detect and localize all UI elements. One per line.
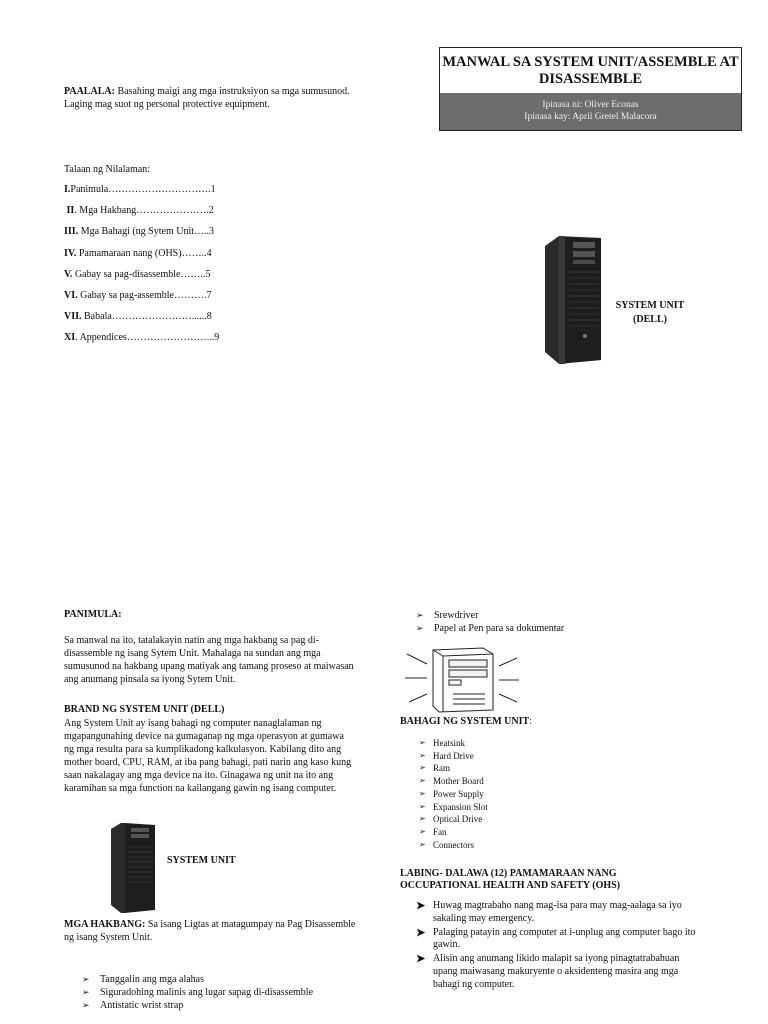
panimula-body: Sa manwal na ito, tatalakayin natin ang mga hakbang sa pag di-disassemble ng isang Sytem Unit. Mahalaga na sundan ang mga sumusunod na hakbang upang matiyak ang tamang proseso at maiwasan ang anumang pinsala sa iyong Sytem Unit. [64, 635, 354, 685]
list-item-text: Expansion Slot [433, 801, 488, 812]
list-item-text: Papel at Pen para sa dokumentar [434, 623, 565, 634]
toc-item [64, 248, 212, 260]
dell-tower-image [545, 236, 605, 364]
list-item [82, 973, 372, 986]
hakbang-text: Sa isang Ligtas at matagumpay na Pag Disassemble ng isang System Unit. [64, 919, 356, 943]
cover-figure-caption [600, 299, 700, 327]
toc-item-text: Babala……………………......8 [81, 311, 212, 323]
ohs-heading-line1: LABING- DALAWA (12) PAMAMARAAN NANG [400, 868, 617, 879]
bullet-arrow-icon: ➢ [416, 610, 424, 620]
toc-item-number: I. [64, 184, 71, 195]
list-item [419, 775, 619, 788]
list-item-text: Mother Board [433, 776, 484, 787]
toc-item-text: Mga Bahagi (ng Sytem Unit…..3 [78, 226, 215, 238]
list-item [419, 737, 619, 750]
cover-caption-line2: (DELL) [633, 314, 667, 325]
notice-label: PAALALA: [64, 86, 115, 97]
list-item [416, 622, 716, 635]
toc-item-text: Panimula………………………….1 [70, 184, 216, 195]
list-item-text: Tanggalin ang mga alahas [100, 974, 204, 985]
toc-item [64, 290, 211, 302]
ohs-heading-line2: OCCUPATIONAL HEALTH AND SAFETY (OHS) [400, 880, 621, 891]
brand-body: Ang System Unit ay isang bahagi ng computer nanaglalaman ng mgapangunahing device na gumaganap ng mga operasyon at gumawa ng mga resulta para sa kumplikadong kalkulasyon. Kabilang dito ang mother board, CPU, RAM, at iba pang bahagi, pati narin ang kaso kung saan nakalagay ang mga device na ito. Ginagawa ng unit na ito ang karamihan sa mga function na kailangang gawin ng isang computer. [64, 718, 352, 794]
list-item-text: Siguradohing malinis ang lugar sapag di-disassemble [100, 987, 314, 998]
bullet-arrow-icon: ➢ [419, 776, 426, 786]
bullet-arrow-icon: ➢ [82, 974, 90, 984]
hakbang-label: MGA HAKBANG: [64, 919, 146, 930]
toc-item [64, 184, 216, 196]
title-box [439, 47, 742, 131]
toc-item-number: VII. [64, 311, 82, 323]
toc-item-number: V. [64, 268, 73, 280]
panimula-heading: PANIMULA: [64, 609, 122, 620]
list-item [419, 826, 619, 839]
bullet-arrow-icon: ➢ [416, 623, 424, 633]
list-item-text: Palaging patayin ang computer at i-unplug ang computer bago ito gawin. [433, 926, 696, 951]
document-title: MANWAL SA SYSTEM UNIT/ASSEMBLE AT DISASSEMBLE [442, 53, 739, 87]
system-unit-illustration [403, 644, 523, 716]
bahagi-list [419, 737, 619, 851]
list-item [416, 927, 696, 953]
toc-item-number: II [64, 205, 75, 217]
toc-item [64, 205, 214, 217]
list-item-text: Ram [433, 763, 450, 774]
toc-item-text: . Mga Hakbang………………….2 [74, 205, 214, 217]
toc-item-number: XI [64, 332, 76, 344]
list-item [416, 609, 716, 622]
hakbang-list [82, 973, 372, 1012]
ohs-list [416, 900, 696, 993]
bullet-arrow-icon: ➢ [419, 801, 426, 811]
toc-heading: Talaan ng Nilalaman: [64, 164, 150, 175]
toc-item-text: Pamamaraan nang (OHS)……..4 [76, 247, 212, 259]
bullet-arrow-icon: ➢ [419, 826, 426, 836]
toc-item [64, 226, 214, 238]
small-figure-caption: SYSTEM UNIT [167, 855, 236, 866]
toc-item-text: . Appendices……………………...9 [75, 332, 220, 344]
tools-list [416, 609, 716, 635]
list-item [82, 986, 372, 999]
list-item-text: Optical Drive [433, 814, 483, 825]
bahagi-heading-text: BAHAGI NG SYSTEM UNIT [400, 716, 530, 727]
bullet-arrow-icon: ➤ [416, 900, 426, 912]
bullet-arrow-icon: ➢ [82, 1000, 90, 1010]
toc-item [64, 311, 212, 323]
toc-item [64, 269, 210, 281]
toc-item-text: Gabay sa pag-assemble……….7 [77, 290, 212, 301]
list-item [419, 801, 619, 814]
list-item [416, 953, 696, 991]
bahagi-heading-colon: : [529, 716, 532, 727]
bullet-arrow-icon: ➢ [419, 738, 426, 747]
bahagi-heading [400, 716, 532, 727]
list-item-text: Heatsink [433, 738, 465, 748]
list-item [419, 813, 619, 826]
list-item-text: Alisin ang anumang likido malapit sa iyong pinagtatrabahuan upang maiwasang makuryente o aksidenteng masira ang mga bahagi ng computer. [433, 953, 680, 990]
list-item-text: Fan [433, 826, 447, 837]
list-item [419, 762, 619, 775]
submitted-to: Ipinasa kay: April Gretel Malacora [524, 112, 657, 122]
toc-item-text: Gabay sa pag-disassemble……..5 [72, 268, 211, 280]
toc-item-number: III. [64, 226, 79, 238]
list-item [419, 839, 619, 852]
toc-item-number: IV. [64, 247, 77, 259]
toc-item-number: VI. [64, 290, 78, 301]
bullet-arrow-icon: ➢ [419, 750, 426, 760]
bullet-arrow-icon: ➢ [82, 987, 90, 997]
toc-item [64, 332, 219, 344]
bullet-arrow-icon: ➢ [419, 788, 426, 798]
submission-info [440, 93, 741, 130]
ohs-heading [400, 868, 620, 892]
bullet-arrow-icon: ➢ [419, 814, 426, 824]
bullet-arrow-icon: ➤ [416, 953, 426, 966]
bullet-arrow-icon: ➢ [419, 839, 426, 849]
list-item-text: Hard Drive [433, 750, 474, 761]
list-item [82, 999, 372, 1012]
list-item [416, 900, 696, 926]
hakbang-intro [64, 918, 356, 944]
bullet-arrow-icon: ➢ [419, 763, 426, 773]
list-item-text: Power Supply [433, 788, 484, 799]
submitted-by: Ipinasa ni: Oliver Econas [542, 100, 639, 110]
bullet-arrow-icon: ➤ [416, 926, 426, 939]
list-item-text: Huwag magtrabaho nang mag-isa para may mag-aalaga sa iyo sakaling may emergency. [433, 900, 682, 924]
brand-heading: BRAND NG SYSTEM UNIT (DELL) [64, 704, 225, 715]
notice-text: Basahing maigi ang mga instruksiyon sa mga sumusunod. Laging mag suot ng personal protective equipment. [64, 86, 350, 110]
cover-caption-line1: SYSTEM UNIT [615, 300, 685, 311]
notice [64, 85, 364, 111]
list-item-text: Connectors [433, 839, 474, 850]
list-item [419, 788, 619, 801]
list-item [419, 750, 619, 763]
system-unit-image [111, 823, 157, 913]
list-item-text: Antistatic wrist strap [100, 1000, 184, 1011]
list-item-text: Srewdriver [434, 610, 479, 621]
